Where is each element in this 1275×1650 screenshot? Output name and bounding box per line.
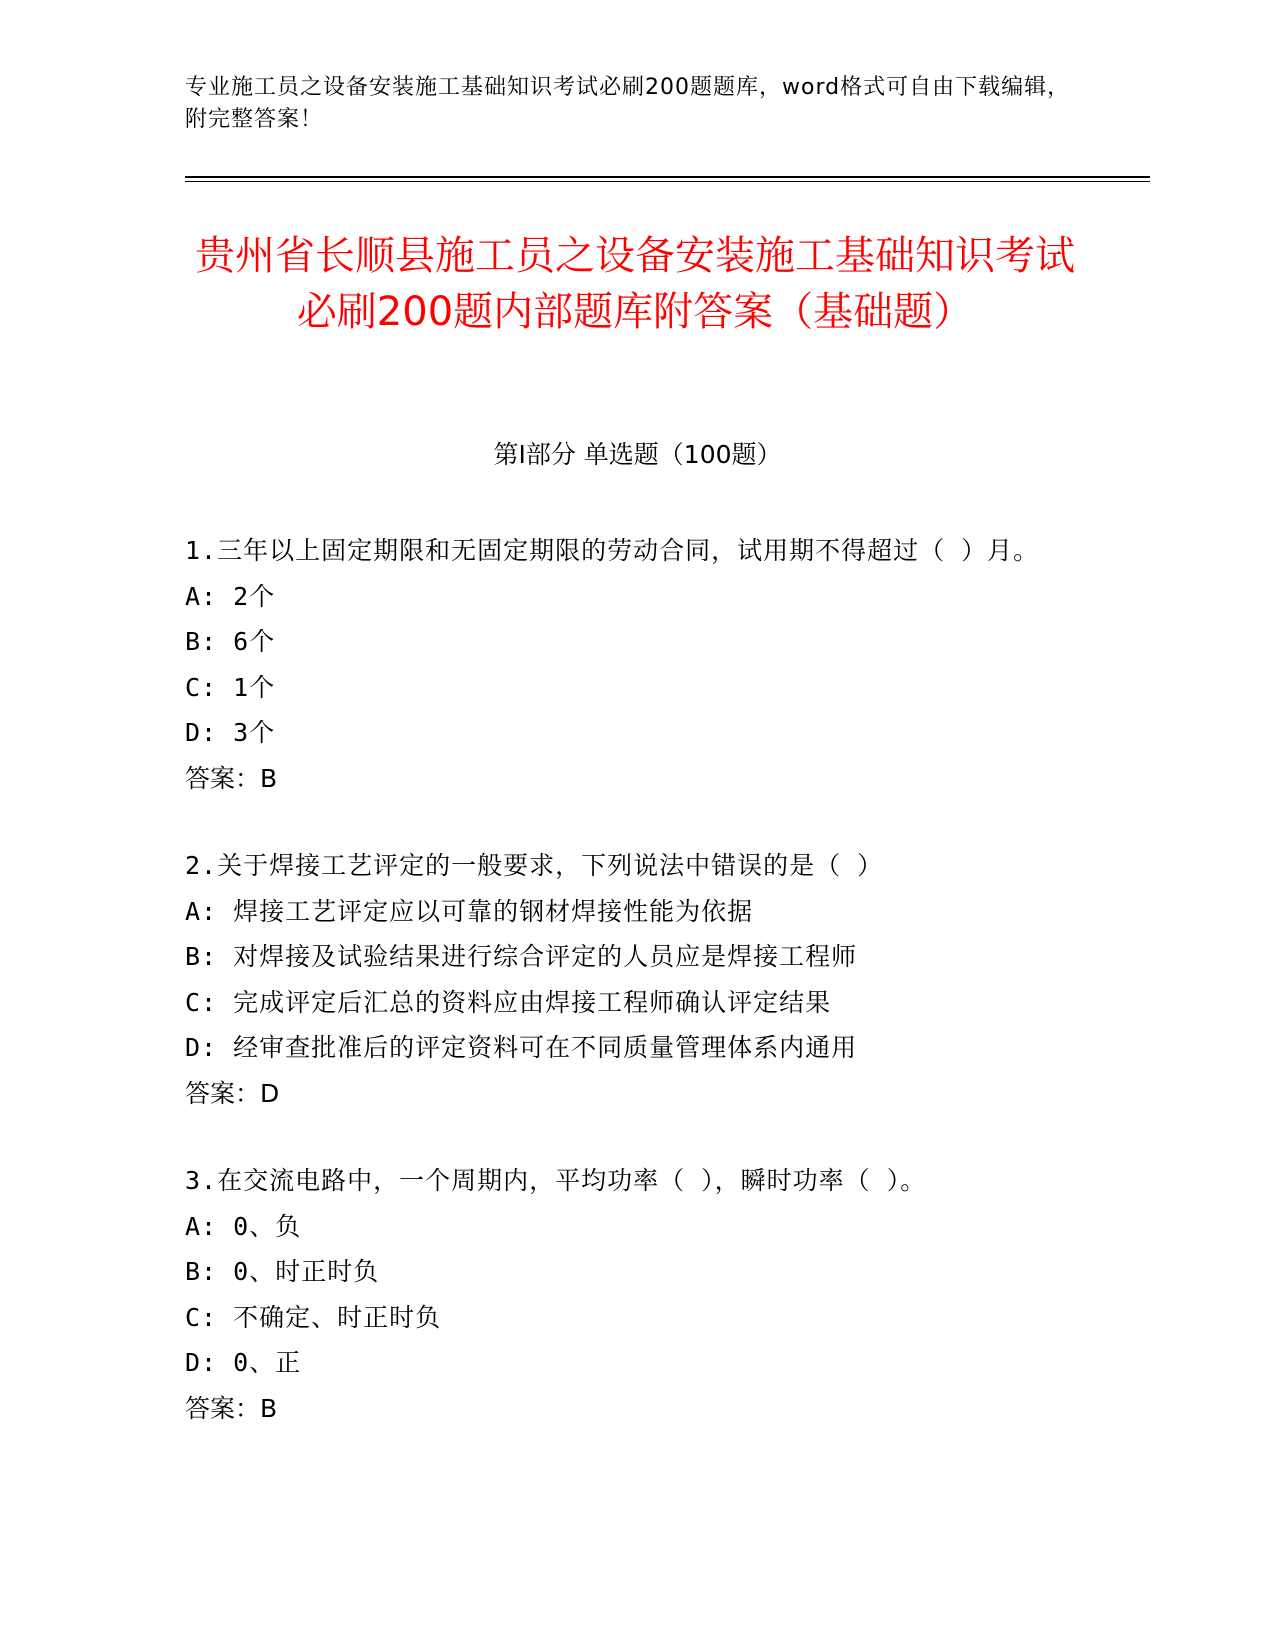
answer: 答案：B bbox=[185, 1393, 278, 1423]
question-stem: 2.关于焊接工艺评定的一般要求，下列说法中错误的是（ ） bbox=[185, 851, 884, 880]
header-rule-thick bbox=[185, 176, 1150, 178]
option-a: A: 焊接工艺评定应以可靠的钢材焊接性能为依据 bbox=[185, 896, 754, 926]
section-title: 第Ⅰ部分 单选题（100题） bbox=[493, 440, 782, 469]
option-c: C: 完成评定后汇总的资料应由焊接工程师确认评定结果 bbox=[185, 987, 832, 1017]
option-d: D: 经审查批准后的评定资料可在不同质量管理体系内通用 bbox=[185, 1033, 858, 1062]
question-3 bbox=[185, 1158, 1085, 1431]
question-2 bbox=[185, 843, 1085, 1116]
question-stem: 1.三年以上固定期限和无固定期限的劳动合同，试用期不得超过（ ）月。 bbox=[185, 536, 1040, 565]
option-b: B: 对焊接及试验结果进行综合评定的人员应是焊接工程师 bbox=[185, 942, 858, 971]
header-note: 专业施工员之设备安装施工基础知识考试必刷200题题库，word格式可自由下载编辑，附完整答案！ bbox=[185, 75, 1071, 132]
option-a: A: 0、负 bbox=[185, 1211, 302, 1241]
question-1 bbox=[185, 528, 1085, 801]
option-d: D: 3个 bbox=[185, 718, 276, 747]
option-a: A: 2个 bbox=[185, 581, 276, 611]
header-rule-thin bbox=[185, 181, 1150, 182]
document-title: 贵州省长顺县施工员之设备安装施工基础知识考试必刷200题内部题库附答案（基础题） bbox=[195, 233, 1075, 335]
option-c: C: 不确定、时正时负 bbox=[185, 1302, 442, 1332]
question-list bbox=[185, 528, 1085, 1473]
option-b: B: 0、时正时负 bbox=[185, 1257, 380, 1286]
option-b: B: 6个 bbox=[185, 627, 276, 656]
option-d: D: 0、正 bbox=[185, 1348, 302, 1377]
answer: 答案：D bbox=[185, 1078, 280, 1108]
question-stem: 3.在交流电路中，一个周期内，平均功率（ ），瞬时功率（ ）。 bbox=[185, 1166, 927, 1195]
option-c: C: 1个 bbox=[185, 672, 276, 702]
answer: 答案：B bbox=[185, 763, 278, 793]
